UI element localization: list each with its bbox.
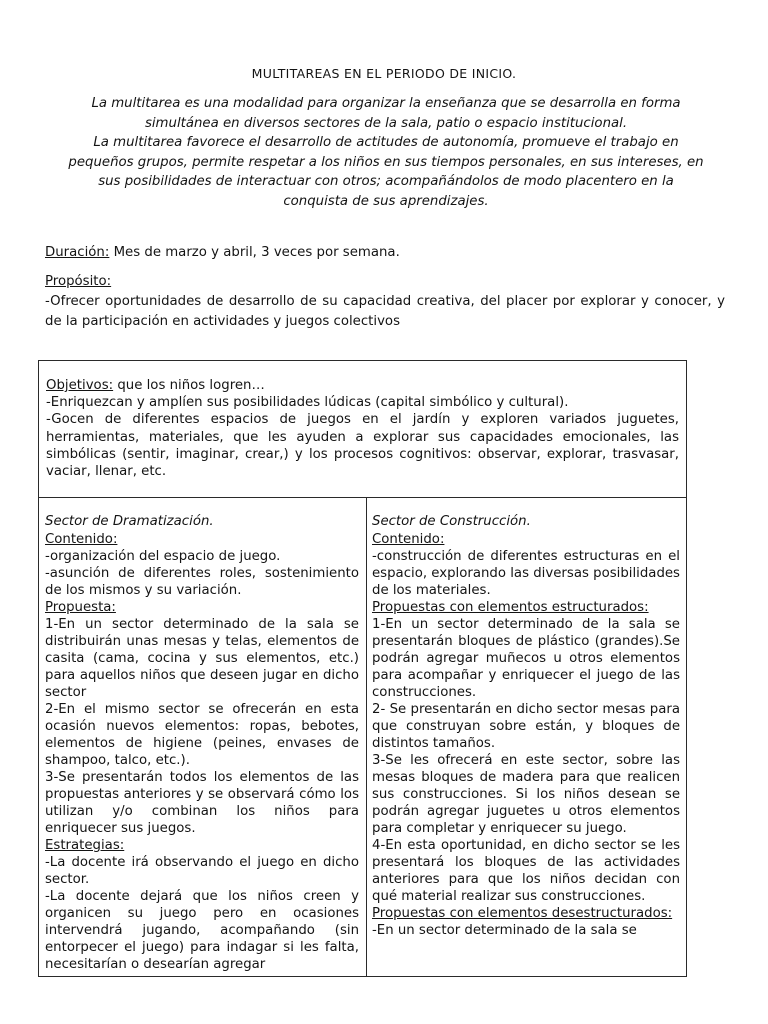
dramatization-proposal-item: 1-En un sector determinado de la sala se distribuirán unas mesas y telas, elementos de casita (cama, cocina y sus elementos, etc.) para aquellos niños que deseen jugar en dicho sector	[45, 617, 359, 700]
dramatization-content-label-text: Contenido:	[45, 532, 118, 547]
document-title: MULTITAREAS EN EL PERIODO DE INICIO.	[251, 66, 517, 81]
construction-content-label-text: Contenido:	[372, 532, 445, 547]
objectives-cell	[46, 377, 679, 480]
construction-structured-label-text: Propuestas con elementos estructurados:	[372, 600, 649, 615]
construction-unstructured-item: -En un sector determinado de la sala se	[372, 923, 637, 938]
dramatization-strategy-item: -La docente irá observando el juego en dicho sector.	[45, 855, 359, 887]
construction-structured-item: 3-Se les ofrecerá en este sector, sobre las mesas bloques de madera para que realicen sus construcciones. Si los niños desean se podrán agregar juguetes u otros elementos para completar y enriquecer su juego.	[372, 753, 680, 836]
planning-table	[38, 360, 687, 977]
construction-structured-item: 4-En esta oportunidad, en dicho sector se les presentará los bloques de las actividades anteriores para que los niños decidan con qué material realizar sus construcciones.	[372, 838, 680, 904]
construction-content-item: -construcción de diferentes estructuras en el espacio, explorando las diversas posibilidades de los materiales.	[372, 549, 680, 598]
table-vertical-divider	[366, 497, 367, 977]
intro-paragraph-2: La multitarea favorece el desarrollo de actitudes de autonomía, promueve el trabajo en pequeños grupos, permite respetar a los niños en sus tiempos personales, en sus intereses, en sus posibilidades de interactuar con otros; acompañándolos de modo placentero en la conquista de sus aprendizajes.	[68, 135, 704, 209]
dramatization-strategies-label-text: Estrategias:	[45, 838, 125, 853]
intro-paragraphs	[66, 94, 706, 212]
construction-unstructured-label	[372, 905, 680, 922]
dramatization-content-label	[45, 531, 359, 548]
construction-unstructured-label-text: Propuestas con elementos desestructurados:	[372, 906, 673, 921]
dramatization-sector-cell	[45, 513, 359, 975]
construction-content-label	[372, 531, 680, 548]
dramatization-strategies-label	[45, 837, 359, 854]
dramatization-proposal-label	[45, 599, 359, 616]
objective-item: -Enriquezcan y amplíen sus posibilidades lúdicas (capital simbólico y cultural).	[46, 395, 569, 411]
objective-item: -Gocen de diferentes espacios de juegos en el jardín y exploren variados juguetes, herramientas, materiales, que les ayuden a explorar sus capacidades emocionales, las simbólicas (sentir, imaginar, crear,) y los procesos cognitivos: observar, explorar, trasvasar, vaciar, llenar, etc.	[46, 412, 679, 480]
table-horizontal-divider	[39, 497, 686, 498]
objectives-label: Objetivos:	[46, 378, 114, 393]
duration-line	[45, 243, 735, 262]
dramatization-proposal-item: 3-Se presentarán todos los elementos de las propuestas anteriores y se observará cómo los utilizan y/o combinan los niños para enriquecer sus juegos.	[45, 770, 359, 836]
dramatization-content-item: -asunción de diferentes roles, sostenimiento de los mismos y su variación.	[45, 566, 359, 598]
construction-structured-label	[372, 599, 680, 616]
intro-paragraph-1: La multitarea es una modalidad para organizar la enseñanza que se desarrolla en forma simultánea en diversos sectores de la sala, patio o espacio institucional.	[91, 96, 681, 131]
duration-text: Mes de marzo y abril, 3 veces por semana.	[109, 245, 400, 260]
objectives-intro-text: que los niños logren…	[113, 378, 265, 393]
dramatization-proposal-item: 2-En el mismo sector se ofrecerán en esta ocasión nuevos elementos: ropas, bebotes, elementos de higiene (peines, envases de shampoo, talco, etc.).	[45, 702, 359, 768]
objectives-intro	[46, 377, 679, 394]
construction-heading: Sector de Construcción.	[372, 514, 531, 529]
purpose-text: -Ofrecer oportunidades de desarrollo de su capacidad creativa, del placer por explorar y conocer, y de la participación en actividades y juegos colectivos	[45, 294, 725, 329]
duration-label: Duración:	[45, 245, 110, 260]
construction-structured-item: 1-En un sector determinado de la sala se presentarán bloques de plástico (grandes).Se podrán agregar muñecos u otros elementos para acompañar y enriquecer el juego de las construcciones.	[372, 617, 680, 700]
dramatization-heading: Sector de Dramatización.	[45, 514, 214, 529]
construction-structured-item: 2- Se presentarán en dicho sector mesas para que construyan sobre están, y bloques de distintos tamaños.	[372, 702, 680, 751]
dramatization-strategy-item: -La docente dejará que los niños creen y organicen su juego pero en ocasiones intervendrá jugando, acompañando (sin entorpecer el juego) para indagar si les falta, necesitarían o desearían agregar	[45, 889, 359, 972]
construction-sector-cell	[372, 513, 680, 975]
dramatization-proposal-label-text: Propuesta:	[45, 600, 116, 615]
purpose-label-text: Propósito:	[45, 274, 112, 289]
purpose-label	[45, 272, 111, 291]
dramatization-content-item: -organización del espacio de juego.	[45, 549, 281, 564]
